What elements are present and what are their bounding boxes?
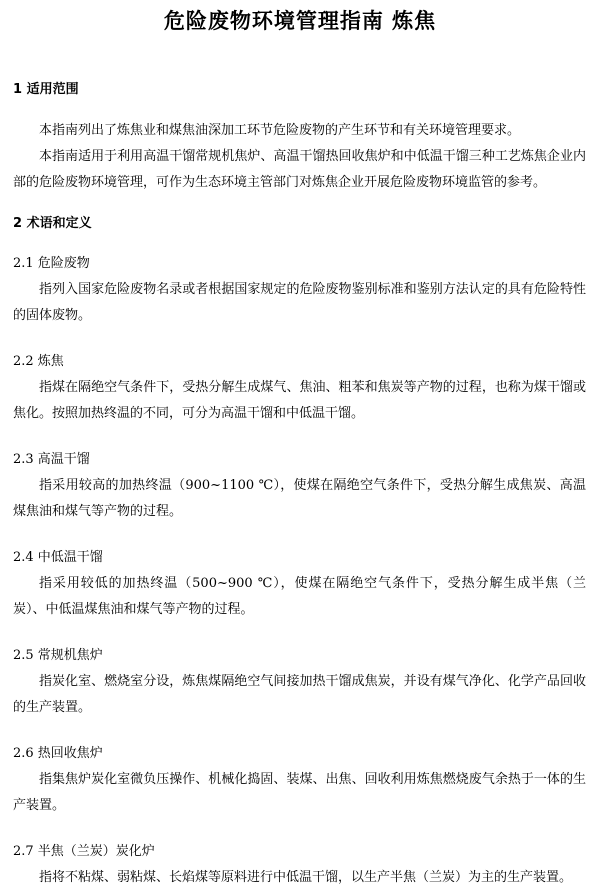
definition-text: 指采用较高的加热终温（900~1100 ℃），使煤在隔绝空气条件下，受热分解生成焦炭、高温煤焦油和煤气等产物的过程。 <box>13 478 586 519</box>
definition-heading: 2.6 热回收焦炉 <box>13 746 103 761</box>
document-title: 危险废物环境管理指南 炼焦 <box>163 9 437 33</box>
definition-heat-recovery-coke-oven <box>13 741 586 819</box>
section-heading-scope: 1 适用范围 <box>13 82 79 97</box>
definition-text: 指煤在隔绝空气条件下，受热分解生成煤气、焦油、粗苯和焦炭等产物的过程，也称为煤干馏或焦化。按照加热终温的不同，可分为高温干馏和中低温干馏。 <box>13 380 586 421</box>
definition-text: 指将不粘煤、弱粘煤、长焰煤等原料进行中低温干馏，以生产半焦（兰炭）为主的生产装置。 <box>39 870 573 885</box>
definition-heading: 2.7 半焦（兰炭）炭化炉 <box>13 844 155 859</box>
definition-high-temp-carbonization <box>13 447 586 525</box>
definition-heading: 2.2 炼焦 <box>13 354 64 369</box>
definition-heading: 2.1 危险废物 <box>13 256 90 271</box>
definition-text: 指列入国家危险废物名录或者根据国家规定的危险废物鉴别标准和鉴别方法认定的具有危险特性的固体废物。 <box>13 282 586 323</box>
section-heading-terms: 2 术语和定义 <box>13 216 92 231</box>
definition-hazardous-waste <box>13 251 586 329</box>
scope-paragraph-2: 本指南适用于利用高温干馏常规机焦炉、高温干馏热回收焦炉和中低温干馏三种工艺炼焦企业内部的危险废物环境管理，可作为生态环境主管部门对炼焦企业开展危险废物环境监管的参考。 <box>13 149 586 190</box>
definition-heading: 2.3 高温干馏 <box>13 452 90 467</box>
document-body <box>0 78 600 891</box>
definition-coking <box>13 349 586 427</box>
definition-semi-coke-furnace <box>13 839 586 891</box>
definition-text: 指炭化室、燃烧室分设，炼焦煤隔绝空气间接加热干馏成焦炭，并设有煤气净化、化学产品回收的生产装置。 <box>13 674 586 715</box>
definition-heading: 2.4 中低温干馏 <box>13 550 103 565</box>
scope-paragraph-1: 本指南列出了炼焦业和煤焦油深加工环节危险废物的产生环节和有关环境管理要求。 <box>39 123 521 138</box>
definition-mid-low-temp-carbonization <box>13 545 586 623</box>
definition-heading: 2.5 常规机焦炉 <box>13 648 103 663</box>
definition-conventional-coke-oven <box>13 643 586 721</box>
definition-text: 指采用较低的加热终温（500~900 ℃），使煤在隔绝空气条件下，受热分解生成半焦（兰炭）、中低温煤焦油和煤气等产物的过程。 <box>13 576 586 617</box>
definition-text: 指集焦炉炭化室微负压操作、机械化捣固、装煤、出焦、回收利用炼焦燃烧废气余热于一体的生产装置。 <box>13 772 586 813</box>
